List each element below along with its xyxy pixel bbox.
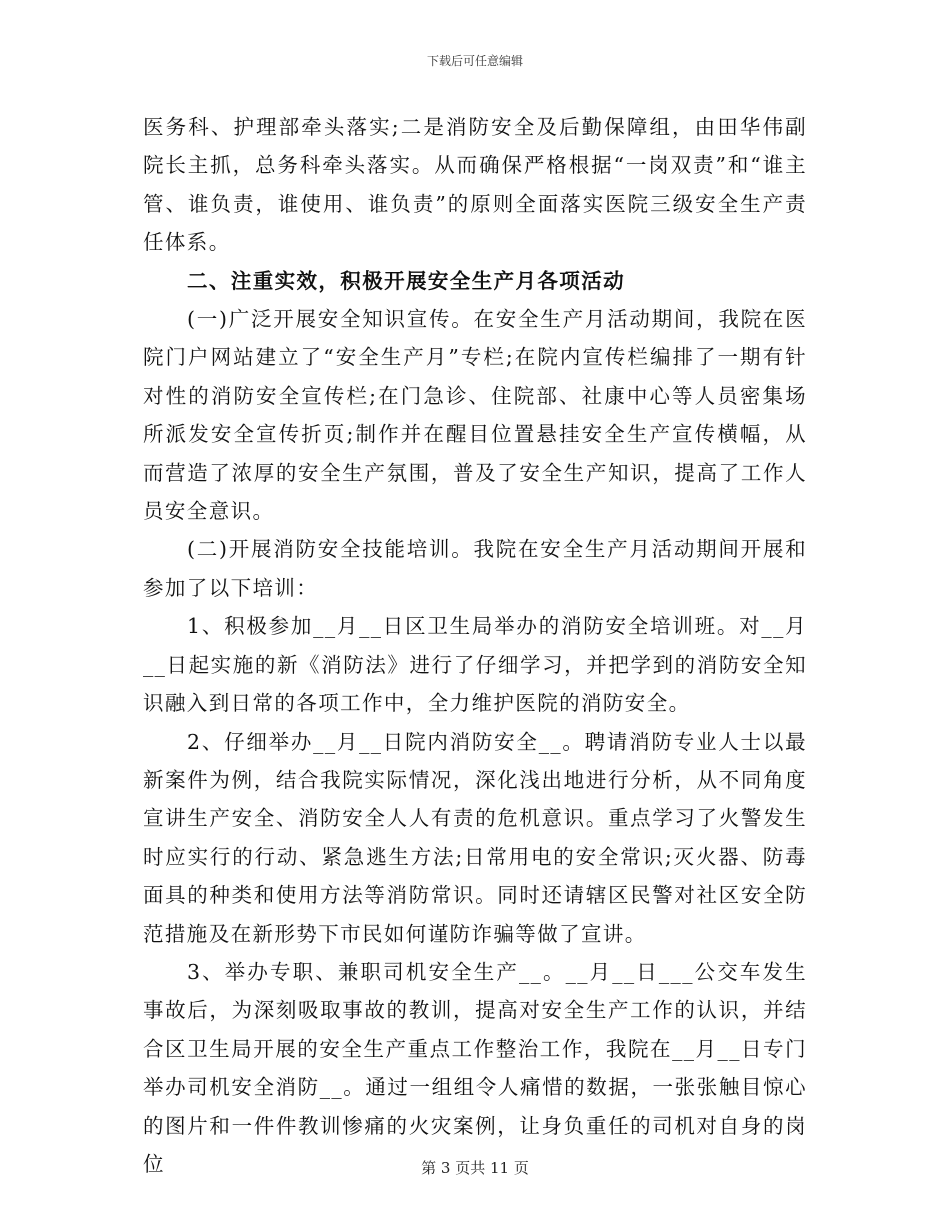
paragraph-item-3: 3、举办专职、兼职司机安全生产__。__月__日___公交车发生事故后，为深刻吸取事故的教训，提高对安全生产工作的认识，并结合区卫生局开展的安全生产重点工作整治工作，我院在__月__日专门举办司机安全消防__。通过一组组令人痛惜的数据，一张张触目惊心的图片和一件件教训惨痛的火灾案例，让身负重任的司机对自身的岗位 xyxy=(143,959,807,1176)
section-heading: 二、注重实效，积极开展安全生产月各项活动 xyxy=(187,268,625,293)
paragraph-training-intro: (二)开展消防安全技能培训。我院在安全生产月活动期间开展和参加了以下培训： xyxy=(143,537,807,600)
paragraph-continuation: 医务科、护理部牵头落实;二是消防安全及后勤保障组，由田华伟副院长主抓，总务科牵头落实。从而确保严格根据“一岗双责”和“谁主管、谁负责，谁使用、谁负责”的原则全面落实医院三级安全生产责任体系。 xyxy=(143,115,807,255)
page-header-note: 下载后可任意编辑 xyxy=(426,54,523,68)
paragraph-publicity: (一)广泛开展安全知识宣传。在安全生产月活动期间，我院在医院门户网站建立了“安全生产月”专栏;在院内宣传栏编排了一期有针对性的消防安全宣传栏;在门急诊、住院部、社康中心等人员密集场所派发安全宣传折页;制作并在醒目位置悬挂安全生产宣传横幅，从而营造了浓厚的安全生产氛围，普及了安全生产知识，提高了工作人员安全意识。 xyxy=(143,307,807,524)
page-number: 第 3 页共 11 页 xyxy=(421,1159,529,1177)
paragraph-item-2: 2、仔细举办__月__日院内消防安全__。聘请消防专业人士以最新案件为例，结合我院实际情况，深化浅出地进行分析，从不同角度宣讲生产安全、消防安全人人有责的危机意识。重点学习了火警发生时应实行的行动、紧急逃生方法;日常用电的安全常识;灭火器、防毒面具的种类和使用方法等消防常识。同时还请辖区民警对社区安全防范措施及在新形势下市民如何谨防诈骗等做了宣讲。 xyxy=(143,729,807,946)
paragraph-item-1: 1、积极参加__月__日区卫生局举办的消防安全培训班。对__月__日起实施的新《消防法》进行了仔细学习，并把学到的消防安全知识融入到日常的各项工作中，全力维护医院的消防安全。 xyxy=(143,614,807,716)
document-body xyxy=(143,108,807,1183)
